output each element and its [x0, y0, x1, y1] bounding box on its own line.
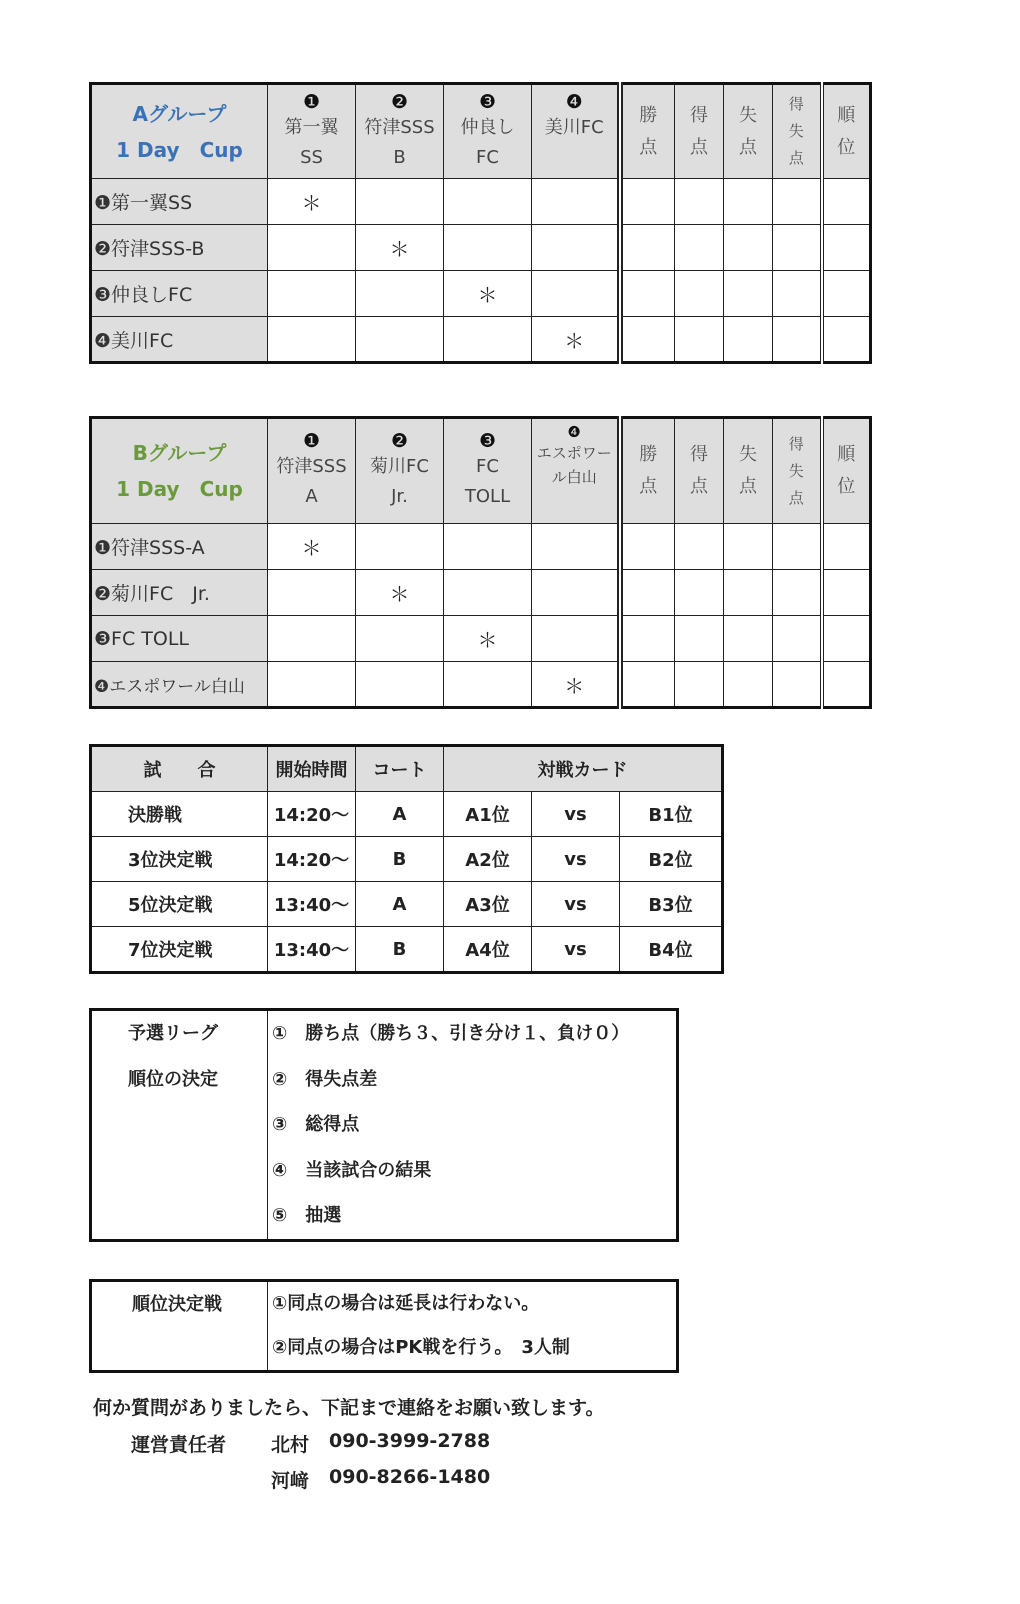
court: A	[356, 792, 444, 837]
contact-message: 何か質問がありましたら、下記まで連絡をお願い致します。	[93, 1397, 605, 1419]
team-number: ❸	[478, 90, 497, 113]
stat-goals-for	[675, 418, 724, 524]
team-name: 菊川FC	[370, 456, 429, 477]
row-team-name: ❹美川FC	[91, 317, 268, 363]
stat-label: 点	[690, 476, 708, 497]
group-b-title-line2: 1 Day Cup	[116, 477, 243, 501]
match-name: 5位決定戦	[91, 882, 268, 927]
header-start-time: 開始時間	[268, 746, 356, 792]
header-court: コート	[356, 746, 444, 792]
league-rules-table	[89, 1008, 679, 1242]
team-number: ❹	[565, 91, 583, 113]
group-b-title	[91, 418, 268, 524]
group-a-col-3	[444, 84, 532, 179]
group-b-table	[89, 416, 872, 709]
team-name-sub: FC	[476, 146, 499, 168]
team-name: 美川FC	[544, 117, 604, 138]
rule-item: ① 勝ち点（勝ち３、引き分け１、負け０）	[272, 1023, 630, 1044]
away-team: B2位	[620, 837, 723, 882]
stat-label: 得	[690, 104, 708, 126]
stat-goal-diff	[773, 84, 822, 179]
group-a-title	[91, 84, 268, 179]
match-name: 7位決定戦	[91, 927, 268, 973]
court: B	[356, 927, 444, 973]
stat-label: 位	[837, 136, 856, 158]
away-team: B4位	[620, 927, 723, 973]
contact-phone-2[interactable]: 090-8266-1480	[329, 1466, 491, 1488]
placement-rules-table	[89, 1279, 679, 1373]
team-name-sub: SS	[300, 146, 323, 168]
self-match-mark: ＊	[268, 524, 356, 570]
self-match-mark: ＊	[444, 616, 532, 662]
stat-rank	[822, 84, 871, 179]
team-name-sub: A	[305, 486, 318, 507]
row-team-name: ❷符津SSS-B	[91, 225, 268, 271]
vs-label: vs	[532, 882, 620, 927]
team-number: ❷	[390, 90, 409, 113]
stat-label: 順	[837, 104, 856, 126]
stat-label: 得	[788, 95, 804, 113]
rule-item: ④ 当該試合の結果	[272, 1159, 432, 1181]
start-time: 14:20〜	[268, 837, 356, 882]
team-name: エスポワー	[536, 444, 612, 462]
group-b-col-3	[444, 418, 532, 524]
match-name: 3位決定戦	[91, 837, 268, 882]
stat-label: 点	[739, 476, 757, 497]
header-match: 試 合	[91, 746, 268, 792]
stat-label: 点	[739, 136, 757, 158]
start-time: 13:40〜	[268, 927, 356, 973]
group-a-title-line2: 1 Day Cup	[116, 137, 243, 162]
team-name: 第一翼	[284, 116, 339, 138]
stat-goals-against	[724, 84, 773, 179]
group-b-col-1	[268, 418, 356, 524]
match-name: 決勝戦	[91, 792, 268, 837]
table-row	[91, 882, 723, 927]
stat-goals-for	[675, 84, 724, 179]
stat-label: 失	[788, 122, 804, 140]
start-time: 13:40〜	[268, 882, 356, 927]
placement-rules-list	[268, 1281, 678, 1372]
table-row	[91, 524, 871, 570]
table-row	[91, 570, 871, 616]
stat-goals-against	[724, 418, 773, 524]
vs-label: vs	[532, 837, 620, 882]
away-team: B1位	[620, 792, 723, 837]
stat-label: 点	[639, 476, 658, 497]
vs-label: vs	[532, 927, 620, 973]
contact-name-2: 河﨑	[271, 1470, 310, 1492]
group-b-col-2	[356, 418, 444, 524]
rule-item: ②同点の場合はPK戦を行う。 3人制	[272, 1337, 570, 1358]
team-number: ❶	[302, 90, 321, 113]
table-row	[91, 837, 723, 882]
rule-item: ⑤ 抽選	[272, 1205, 342, 1226]
table-row	[91, 179, 871, 225]
rule-item: ①同点の場合は延長は行わない。	[272, 1293, 540, 1314]
row-team-name: ❶符津SSS-A	[91, 524, 268, 570]
home-team: A3位	[444, 882, 532, 927]
league-rules-list	[268, 1010, 678, 1241]
table-row	[91, 225, 871, 271]
team-name-sub: B	[393, 146, 406, 168]
stat-rank	[822, 418, 871, 524]
league-rules-label	[91, 1010, 268, 1241]
self-match-mark: ＊	[532, 317, 620, 363]
row-team-name: ❹エスポワール白山	[91, 662, 268, 708]
stat-label: 点	[690, 136, 708, 158]
team-name-sub: ル白山	[551, 468, 597, 486]
stat-label: 点	[788, 488, 804, 507]
stat-label: 失	[739, 444, 757, 465]
stat-label: 勝	[639, 444, 658, 465]
contact-role: 運営責任者	[131, 1434, 227, 1456]
stat-label: 点	[639, 136, 658, 158]
court: A	[356, 882, 444, 927]
table-row	[91, 792, 723, 837]
stat-win-points	[620, 84, 675, 179]
table-row	[91, 927, 723, 973]
team-name-sub: Jr.	[391, 486, 408, 507]
stat-label: 得	[690, 444, 708, 465]
table-row	[91, 616, 871, 662]
team-number: ❸	[478, 430, 497, 452]
rule-item: ② 得失点差	[272, 1068, 378, 1090]
stat-label: 点	[788, 149, 804, 167]
start-time: 14:20〜	[268, 792, 356, 837]
group-a-col-4	[532, 84, 620, 179]
team-number: ❶	[302, 430, 321, 452]
table-row	[91, 271, 871, 317]
placement-rules-label: 順位決定戦	[91, 1281, 268, 1372]
label-line: 順位の決定	[128, 1069, 218, 1090]
team-name-sub: TOLL	[464, 486, 511, 507]
row-team-name: ❸仲良しFC	[91, 271, 268, 317]
stat-label: 位	[837, 476, 856, 497]
stat-label: 失	[739, 104, 757, 126]
table-row	[91, 317, 871, 363]
self-match-mark: ＊	[532, 662, 620, 708]
schedule-table	[89, 744, 724, 974]
row-team-name: ❷菊川FC Jr.	[91, 570, 268, 616]
vs-label: vs	[532, 792, 620, 837]
group-b-title-line1: Bグループ	[132, 441, 227, 465]
group-a-col-2	[356, 84, 444, 179]
team-name: 符津SSS	[364, 116, 435, 138]
rule-item: ③ 総得点	[272, 1114, 360, 1135]
contact-phone-1[interactable]: 090-3999-2788	[329, 1430, 491, 1452]
label-line: 予選リーグ	[128, 1023, 218, 1044]
self-match-mark: ＊	[444, 271, 532, 317]
group-a-table	[89, 82, 872, 364]
stat-win-points	[620, 418, 675, 524]
home-team: A2位	[444, 837, 532, 882]
contact-name-1: 北村	[271, 1434, 310, 1456]
stat-label: 順	[837, 444, 856, 465]
court: B	[356, 837, 444, 882]
self-match-mark: ＊	[356, 225, 444, 271]
home-team: A1位	[444, 792, 532, 837]
self-match-mark: ＊	[356, 570, 444, 616]
group-a-title-line1: Aグループ	[132, 101, 227, 126]
stat-label: 失	[788, 461, 804, 480]
self-match-mark: ＊	[268, 179, 356, 225]
stat-label: 勝	[639, 104, 658, 126]
team-name: 符津SSS	[276, 456, 347, 477]
header-matchup: 対戦カード	[444, 746, 723, 792]
group-b-col-4	[532, 418, 620, 524]
team-number: ❷	[390, 430, 409, 452]
stat-label: 得	[788, 434, 804, 453]
team-name: 仲良し	[460, 116, 515, 138]
away-team: B3位	[620, 882, 723, 927]
team-name: FC	[476, 456, 499, 477]
row-team-name: ❸FC TOLL	[91, 616, 268, 662]
team-number: ❹	[567, 423, 581, 441]
group-a-col-1	[268, 84, 356, 179]
home-team: A4位	[444, 927, 532, 973]
table-row	[91, 662, 871, 708]
row-team-name: ❶第一翼SS	[91, 179, 268, 225]
stat-goal-diff	[773, 418, 822, 524]
